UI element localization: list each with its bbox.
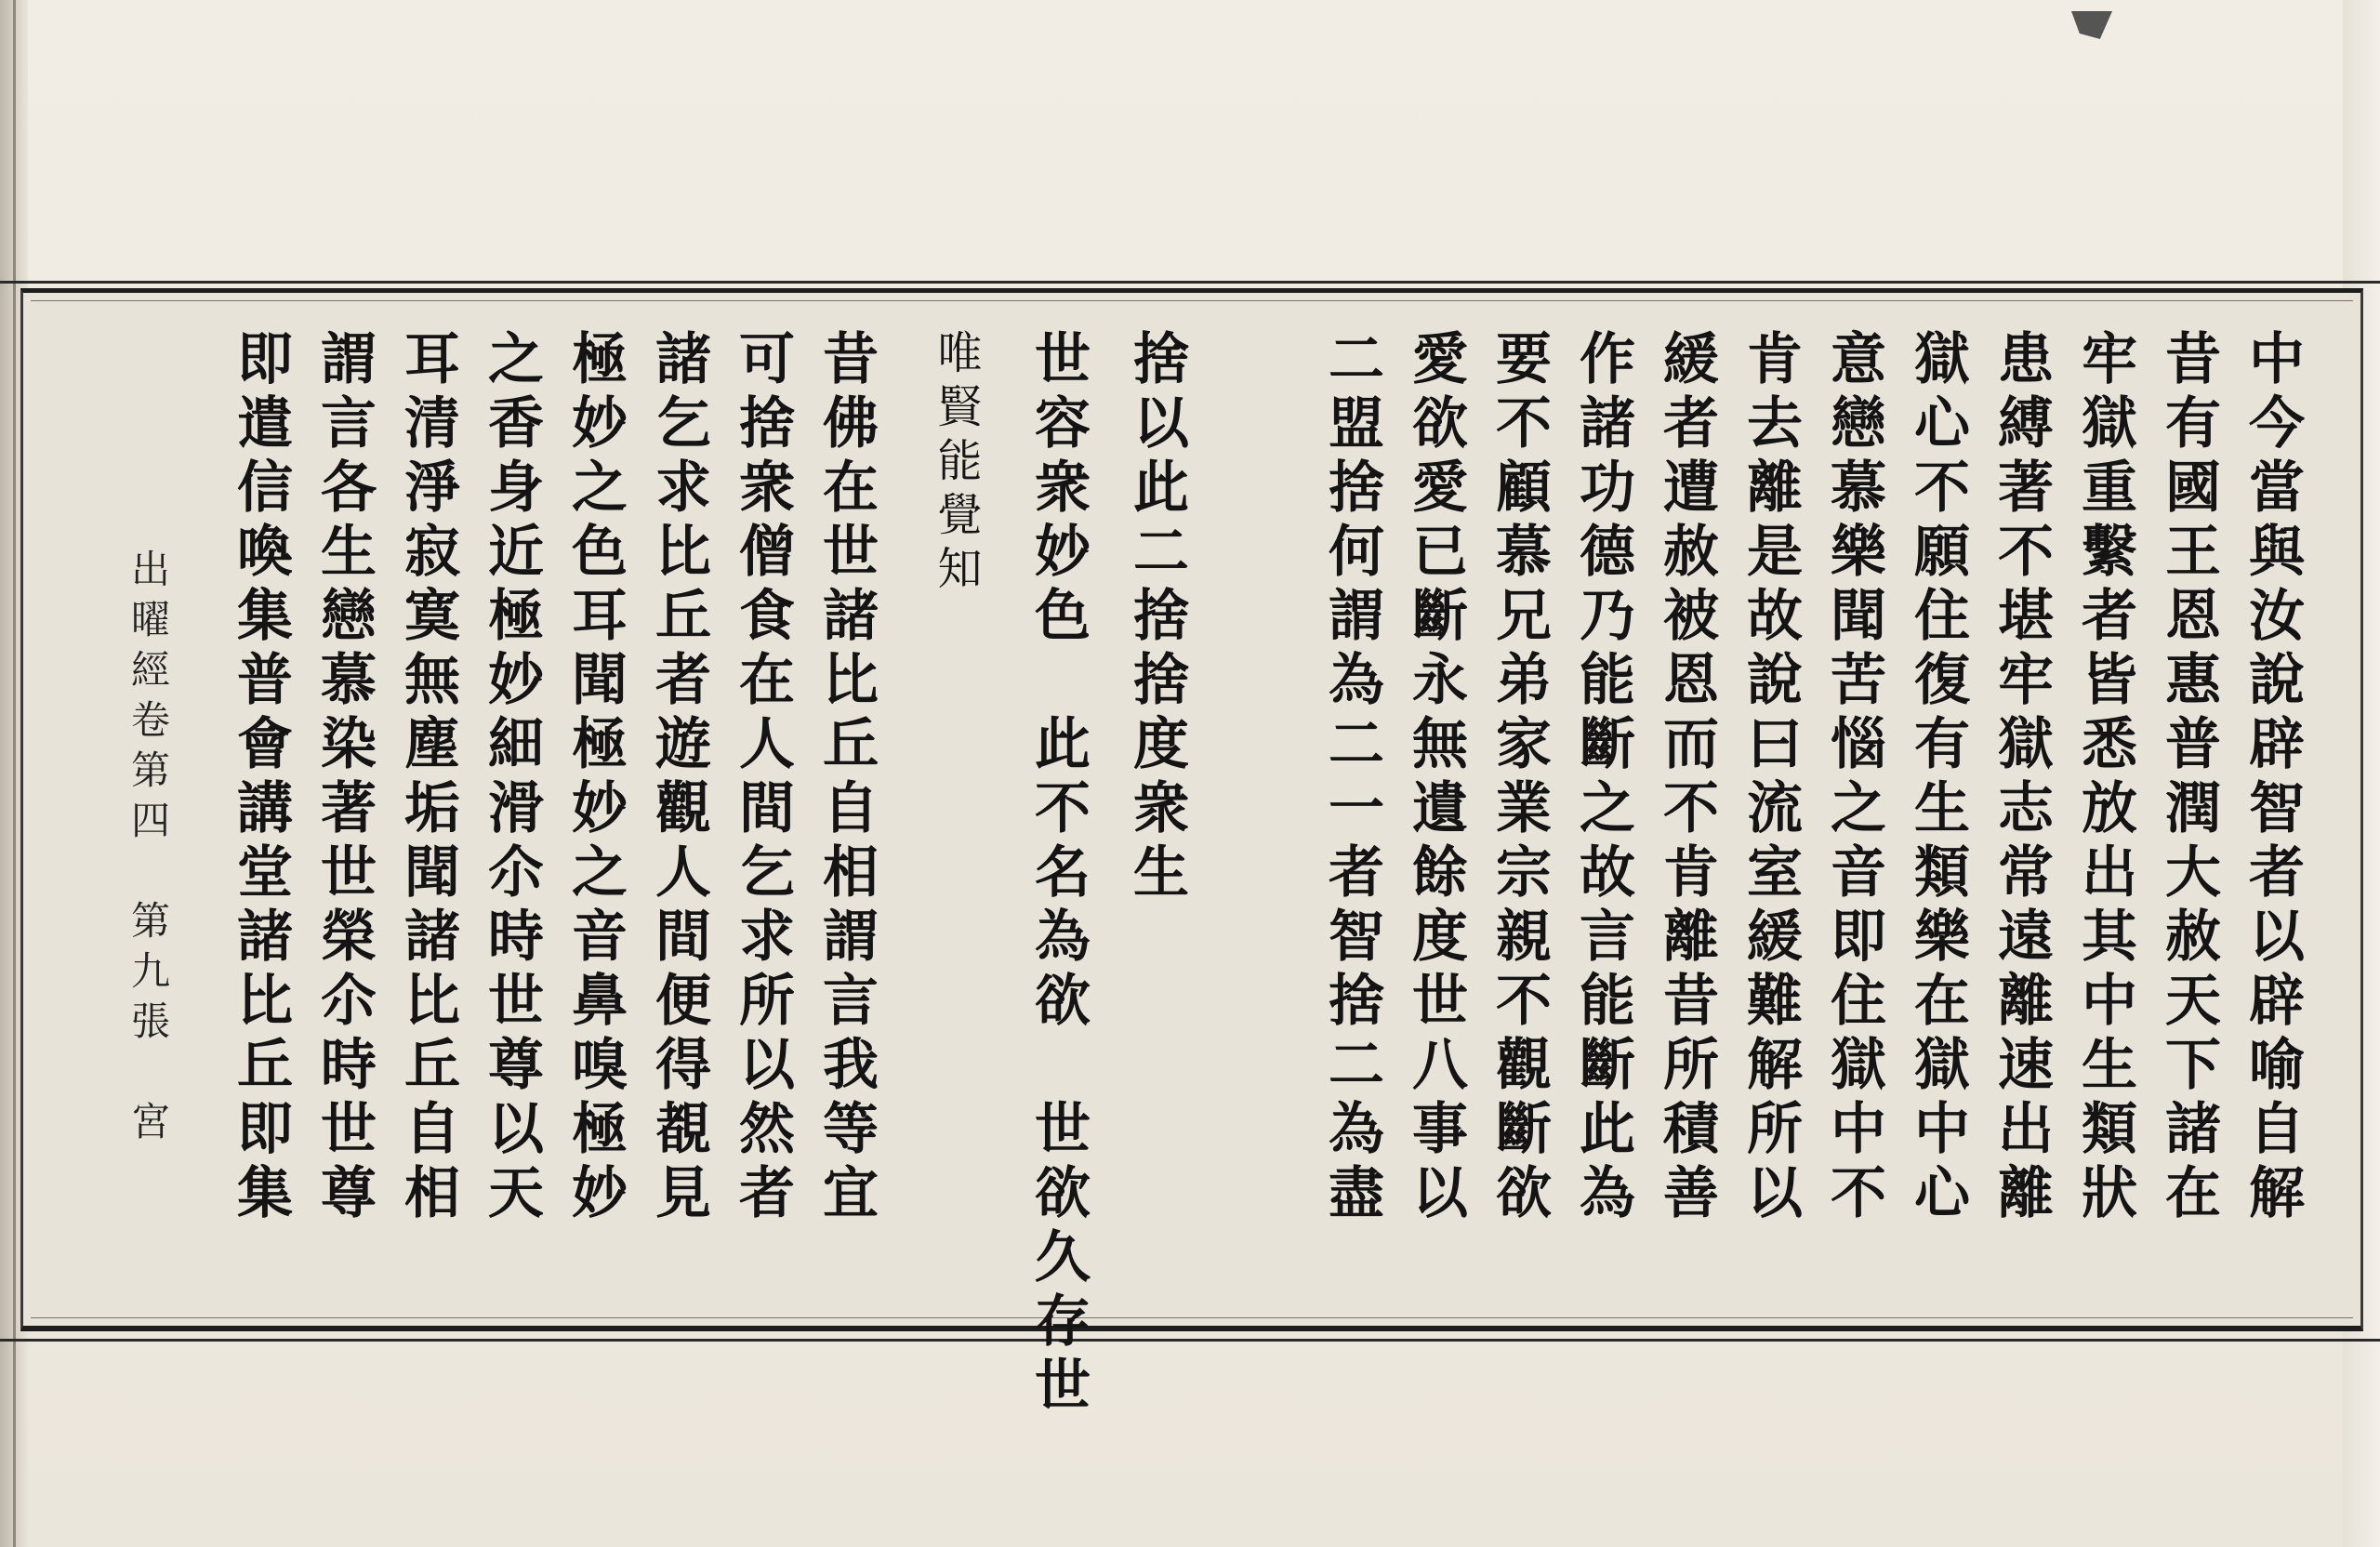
text-column-17: 可捨衆僧食在人間乞求所以然者 — [730, 329, 795, 1227]
text-column-21: 耳清淨寂寞無塵垢聞諸比丘自相 — [395, 329, 460, 1227]
text-column-23: 即遣信喚集普會講堂諸比丘即集 — [228, 329, 293, 1227]
text-column-12: 二盟捨何謂為二一者智捨二為盡 — [1319, 329, 1384, 1227]
text-column-1: 中今當與汝說辟智者以辟喻自解 — [2240, 329, 2305, 1227]
text-column-10: 要不顧慕兄弟家業宗親不觀斷欲 — [1487, 329, 1552, 1227]
text-column-14-verse: 世容衆妙色 此不名為欲 世欲久存世 — [1025, 329, 1091, 1420]
text-column-2: 昔有國王恩惠普潤大赦天下諸在 — [2156, 329, 2221, 1227]
text-column-9: 作諸功德乃能斷之故言能斷此為 — [1570, 329, 1635, 1227]
text-column-15-verse: 唯賢能覺知 — [930, 329, 982, 599]
text-column-16: 昔佛在世諸比丘自相謂言我等宜 — [813, 329, 879, 1227]
text-column-3: 牢獄重繫者皆悉放出其中生類狀 — [2072, 329, 2137, 1227]
text-column-20: 之香身近極妙細滑尒時世尊以天 — [479, 329, 544, 1227]
text-column-18: 諸乞求比丘者遊觀人間便得覩見 — [646, 329, 711, 1227]
text-column-4: 患縛著不堪牢獄志常遠離速出離 — [1989, 329, 2054, 1227]
binding-fold-line — [13, 0, 16, 1547]
text-column-11: 愛欲愛已斷永無遺餘度世八事以 — [1403, 329, 1468, 1227]
text-column-22: 謂言各生戀慕染著世榮尒時世尊 — [311, 329, 377, 1227]
lower-rule-line — [0, 1339, 2380, 1342]
margin-title-note: 出曜經卷第四 第九張 宮 — [126, 549, 171, 1151]
text-column-6: 意戀慕樂聞苦惱之音即住獄中不 — [1821, 329, 1886, 1227]
text-column-13: 捨以此二捨捨度衆生 — [1124, 329, 1189, 906]
ink-corner-mark — [2071, 11, 2112, 39]
text-column-5: 獄心不願住復有生類樂在獄中心 — [1905, 329, 1970, 1227]
upper-rule-line — [0, 281, 2380, 284]
text-column-8: 緩者遭赦被恩而不肯離昔所積善 — [1654, 329, 1719, 1227]
text-column-19: 極妙之色耳聞極妙之音鼻嗅極妙 — [562, 329, 628, 1227]
text-column-7: 肯去離是故說曰流室緩難解所以 — [1738, 329, 1803, 1227]
